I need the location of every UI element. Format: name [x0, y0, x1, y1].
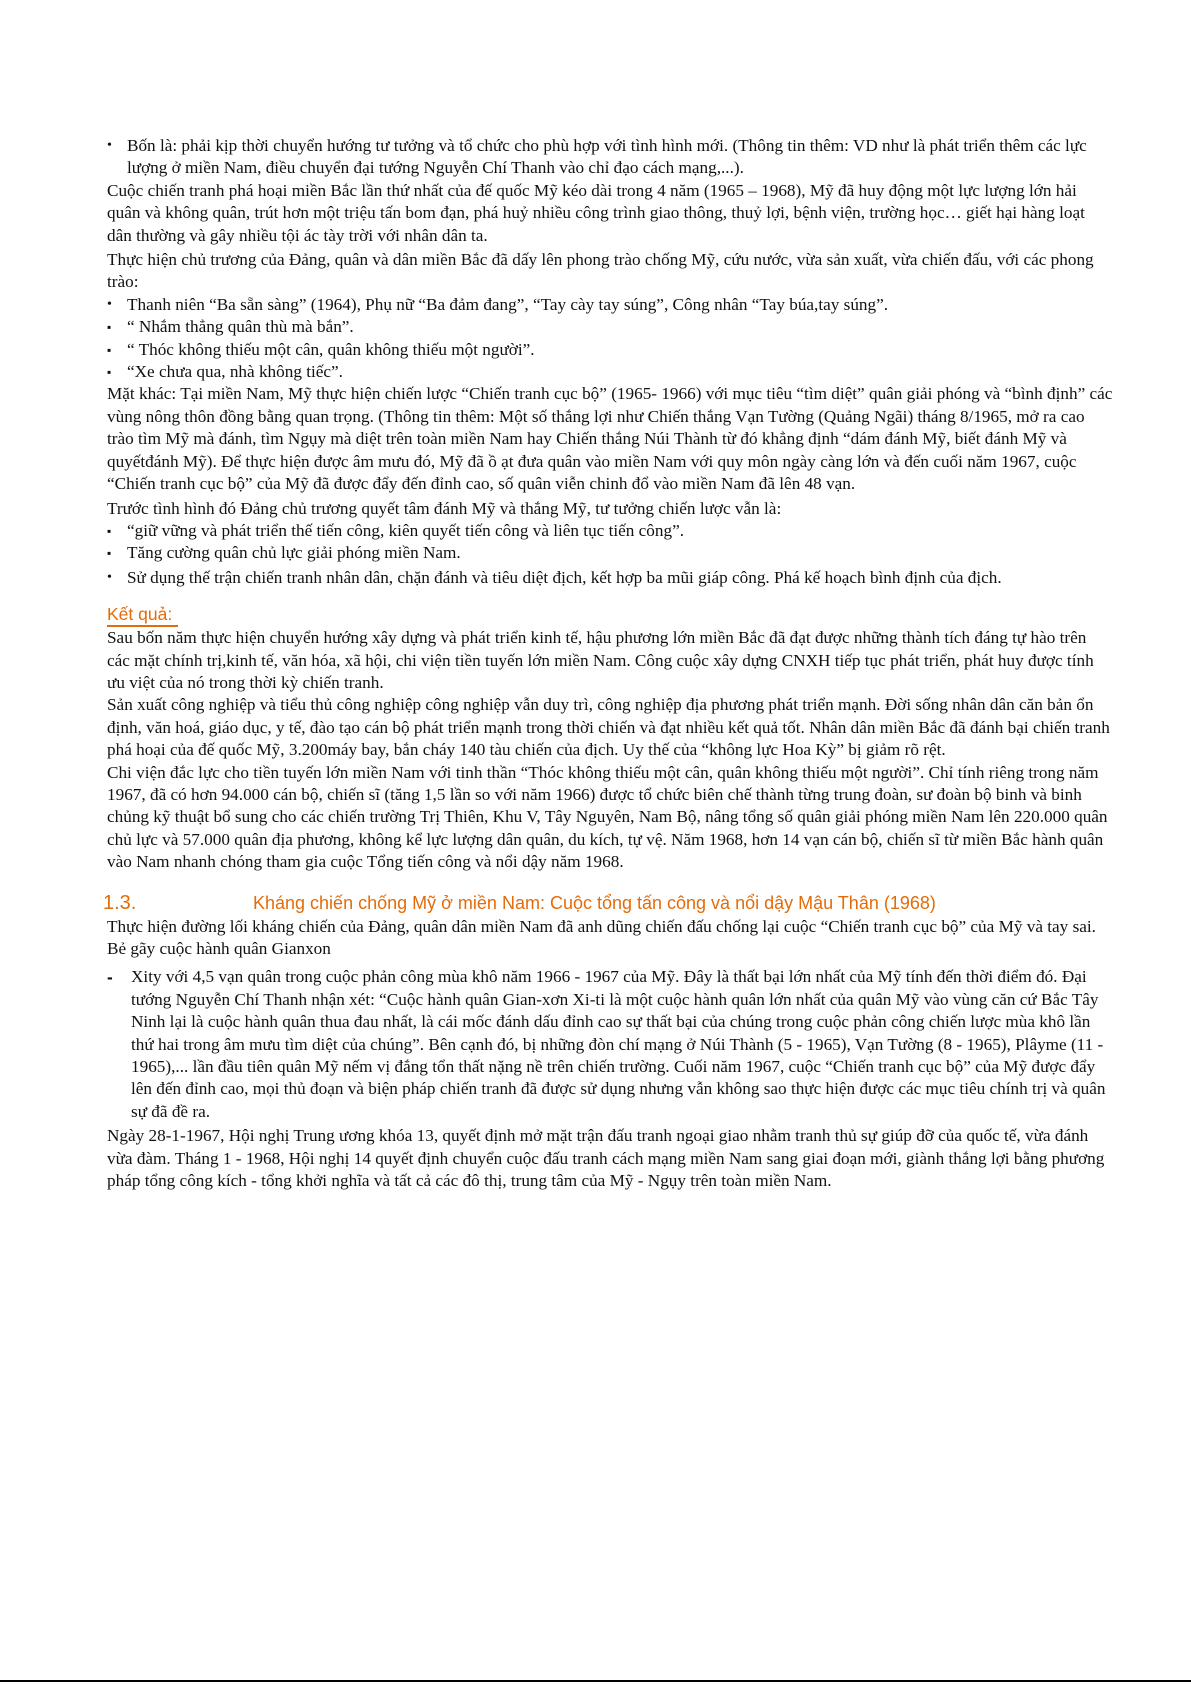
list-item: ▪ Tăng cường quân chủ lực giải phóng miền Nam. [103, 542, 1113, 564]
result-heading-row [103, 603, 1113, 627]
paragraph: Sau bốn năm thực hiện chuyển hướng xây dựng và phát triển kinh tế, hậu phương lớn miền Bắc đã đạt được những thành tích đáng tự hào trên các mặt chính trị,kinh tế, văn hóa, xã hội, chi viện tiền tuyến lớn miền Nam. Công cuộc xây dựng CNXH tiếp tục phát triển, phát huy được tính ưu việt của nó trong thời kỳ chiến tranh. [107, 628, 1094, 692]
list-item: • Bốn là: phải kịp thời chuyển hướng tư tưởng và tổ chức cho phù hợp với tình hình mới. (Thông tin thêm: VD như là phát triển thêm các lực lượng ở miền Nam, điều chuyển đại tướng Nguyễn Chí Thanh vào chỉ đạo cách mạng,...). [103, 135, 1113, 180]
list-item: ▪ “Xe chưa qua, nhà không tiếc”. [103, 361, 1113, 383]
section-1-3 [103, 890, 1113, 1193]
paragraph: Thực hiện đường lối kháng chiến của Đảng, quân dân miền Nam đã anh dũng chiến đấu chống lại cuộc “Chiến tranh cục bộ” của Mỹ và tay sai. Bẻ gãy cuộc hành quân Gianxon [107, 916, 1096, 958]
paragraph: Thực hiện chủ trương của Đảng, quân và dân miền Bắc đã dấy lên phong trào chống Mỹ, cứu nước, vừa sản xuất, vừa chiến đấu, với các phong trào: [107, 250, 1094, 292]
spacer [103, 874, 1113, 888]
list-item: • Sử dụng thế trận chiến tranh nhân dân, chặn đánh và tiêu diệt địch, kết hợp ba mũi giáp công. Phá kế hoạch bình định của địch. [103, 567, 1113, 589]
section-heading [103, 890, 1113, 916]
paragraph: Trước tình hình đó Đảng chủ trương quyết tâm đánh Mỹ và thắng Mỹ, tư tưởng chiến lược vẫn là: [107, 498, 782, 518]
paragraph: Cuộc chiến tranh phá hoại miền Bắc lần thứ nhất của đế quốc Mỹ kéo dài trong 4 năm (1965 – 1968), Mỹ đã huy động một lực lượng lớn hải quân và không quân, trút hơn một triệu tấn bom đạn, phá huỷ nhiều công trình giao thông, thuỷ lợi, bệnh viện, trường học… giết hại hàng loạt dân thường và gây nhiều tội ác tày trời với nhân dân ta. [107, 180, 1085, 245]
result-section [103, 603, 1113, 873]
result-heading: Kết quả: [107, 603, 178, 627]
list-item: ▪ “ Nhắm thẳng quân thù mà bắn”. [103, 316, 1113, 338]
list-item: - Xity với 4,5 vạn quân trong cuộc phản công mùa khô năm 1966 - 1967 của Mỹ. Đây là thất bại lớn nhất của Mỹ tính đến thời điểm đó. Đại tướng Nguyễn Chí Thanh nhận xét: “Cuộc hành quân Gian-xơn Xi-ti là một cuộc hành quân lớn nhất của quân Mỹ vào vùng căn cứ Bắc Tây Ninh lại là cuộc hành quân thua đau nhất, là cái mốc đánh dấu đỉnh cao sự thất bại của chúng trong cuộc phản công chiến lược mùa khô lần thứ hai trong âm mưu tìm diệt của chúng”. Bên cạnh đó, bị những đòn chí mạng ở Núi Thành (5 - 1965), Vạn Tường (8 - 1965), Plâyme (11 - 1965),... lần đầu tiên quân Mỹ nếm vị đắng tổn thất nặng nề trên chiến trường. Cuối năm 1967, cuộc “Chiến tranh cục bộ” của Mỹ được đẩy lên đến đỉnh cao, mọi thủ đoạn và biện pháp chiến tranh đã được sử dụng nhưng vẫn không sao thực hiện được các mục tiêu chính trị và quân sự đã đề ra. [103, 966, 1113, 1123]
section-number: 1.3. [103, 891, 137, 914]
page-bottom-rule [0, 1680, 1191, 1682]
paragraph: Chi viện đắc lực cho tiền tuyến lớn miền Nam với tinh thần “Thóc không thiếu một cân, quân không thiếu một người”. Chỉ tính riêng trong năm 1967, đã có hơn 94.000 cán bộ, chiến sĩ (tăng 1,5 lần so với năm 1966) được tổ chức biên chế thành từng trung đoàn, sư đoàn bộ binh và binh chủng kỹ thuật bổ sung cho các chiến trường Trị Thiên, Khu V, Tây Nguyên, Nam Bộ, nâng tổng số quân giải phóng miền Nam lên 220.000 quân chủ lực và 57.000 quân địa phương, không kể lực lượng dân quân, du kích, tự vệ. Năm 1968, hơn 14 vạn cán bộ, chiến sĩ từ miền Bắc hành quân vào Nam nhanh chóng tham gia cuộc Tổng tiến công và nổi dậy năm 1968. [107, 762, 1108, 872]
section-title: Kháng chiến chống Mỹ ở miền Nam: Cuộc tổng tấn công và nổi dậy Mậu Thân (1968) [253, 892, 936, 913]
list-item: • Thanh niên “Ba sẵn sàng” (1964), Phụ nữ “Ba đảm đang”, “Tay cày tay súng”, Công nhân “Tay búa,tay súng”. [103, 294, 1113, 316]
paragraph: Sản xuất công nghiệp và tiểu thủ công nghiệp công nghiệp vẫn duy trì, công nghiệp địa phương phát triển mạnh. Đời sống nhân dân căn bản ổn định, văn hoá, giáo dục, y tế, đào tạo cán bộ phát triển mạnh trong thời chiến và đạt nhiều kết quả tốt. Nhân dân miền Bắc đã đánh bại chiến tranh phá hoại của đế quốc Mỹ, 3.200máy bay, bắn cháy 140 tàu chiến của địch. Uy thế của “không lực Hoa Kỳ” bị giảm rõ rệt. [107, 695, 1110, 760]
paragraph: Ngày 28-1-1967, Hội nghị Trung ương khóa 13, quyết định mở mặt trận đấu tranh ngoại giao nhằm tranh thủ sự giúp đỡ của quốc tế, vừa đánh vừa đàm. Tháng 1 - 1968, Hội nghị 14 quyết định chuyển cuộc đấu tranh cách mạng miền Nam sang giai đoạn mới, giành thắng lợi bằng phương pháp tổng công kích - tổng khởi nghĩa và tất cả các đô thị, trung tâm của Mỹ - Ngụy trên toàn miền Nam. [107, 1126, 1105, 1191]
list-item: ▪ “ Thóc không thiếu một cân, quân không thiếu một người”. [103, 339, 1113, 361]
list-item: ▪ “giữ vững và phát triển thế tiến công, kiên quyết tiến công và liên tục tiến công”. [103, 520, 1113, 542]
paragraph: Mặt khác: Tại miền Nam, Mỹ thực hiện chiến lược “Chiến tranh cục bộ” (1965- 1966) với mục tiêu “tìm diệt” quân giải phóng và “bình định” các vùng nông thôn đồng bằng quan trọng. (Thông tin thêm: Một số thắng lợi như Chiến thắng Vạn Tường (Quảng Ngãi) tháng 8/1965, mở ra cao trào tìm Mỹ mà đánh, tìm Ngụy mà diệt trên toàn miền Nam hay Chiến thắng Núi Thành từ đó khẳng định “dám đánh Mỹ, biết đánh Mỹ và quyếtđánh Mỹ). Để thực hiện được âm mưu đó, Mỹ đã ồ ạt đưa quân vào miền Nam với quy môn ngày càng lớn và đến cuối năm 1967, cuộc “Chiến tranh cục bộ” của Mỹ đã được đẩy đến đỉnh cao, số quân viễn chinh đổ vào miền Nam đã lên 48 vạn. [107, 384, 1113, 494]
document-page [103, 135, 1113, 1192]
top-section [103, 135, 1113, 589]
spacer [103, 589, 1113, 603]
